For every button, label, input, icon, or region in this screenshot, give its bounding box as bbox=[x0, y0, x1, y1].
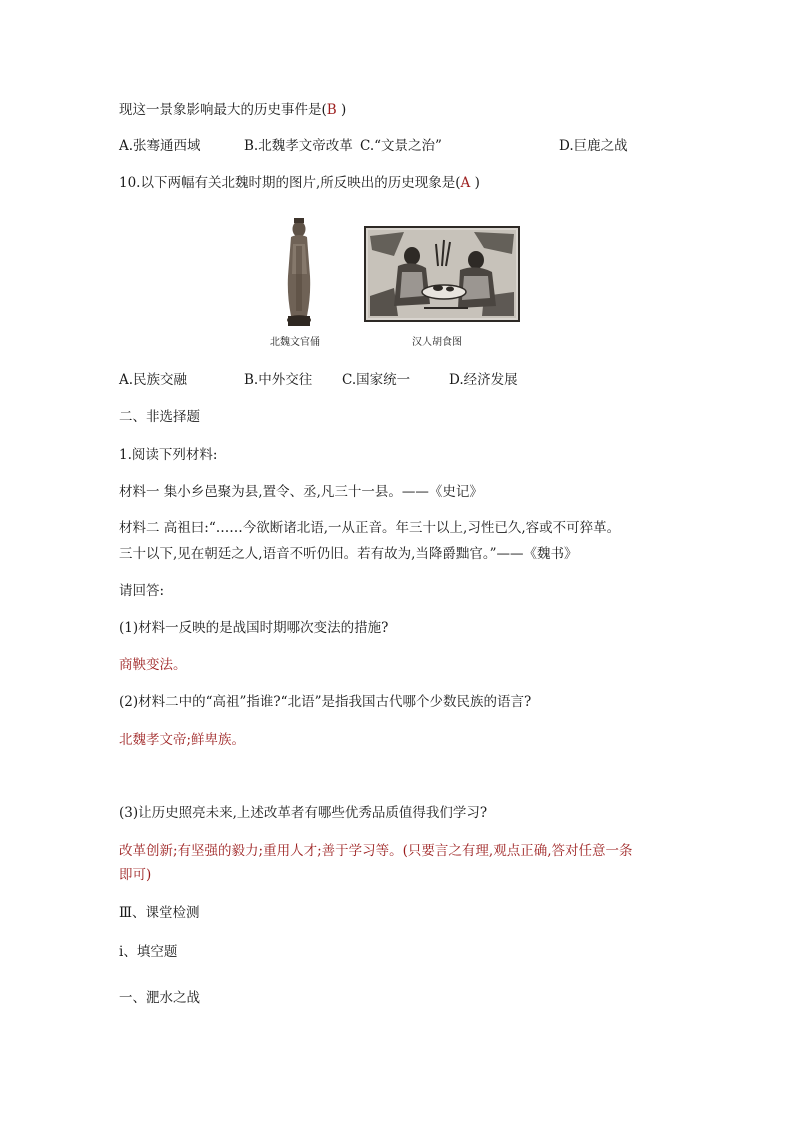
sub-question-3: (3)让历史照亮未来,上述改革者有哪些优秀品质值得我们学习? bbox=[119, 805, 488, 821]
sub-answer-3-line1: 改革创新;有坚强的毅力;重用人才;善于学习等。(只要言之有理,观点正确,答对任意一条 bbox=[119, 843, 633, 859]
sub-answer-1: 商鞅变法。 bbox=[119, 657, 187, 673]
material-two-line1: 材料二 高祖曰:“……今欲断诸北语,一从正音。年三十以上,习性已久,容或不可猝革。 bbox=[119, 520, 621, 536]
q9-option-d: D.巨鹿之战 bbox=[559, 138, 628, 154]
q9-options bbox=[119, 137, 679, 155]
q9-answer: B bbox=[326, 102, 337, 118]
q10-option-b: B.中外交往 bbox=[244, 372, 313, 388]
sub-question-1: (1)材料一反映的是战国时期哪次变法的措施? bbox=[119, 620, 389, 636]
material-one: 材料一 集小乡邑聚为县,置令、丞,凡三十一县。——《史记》 bbox=[119, 484, 483, 500]
q10-stem-line bbox=[119, 174, 480, 192]
mural-caption: 汉人胡食图 bbox=[412, 337, 462, 348]
q10-option-d: D.经济发展 bbox=[449, 372, 518, 388]
sub-answer-2: 北魏孝文帝;鲜卑族。 bbox=[119, 732, 246, 748]
q10-answer: A bbox=[460, 175, 471, 191]
q10-options bbox=[119, 371, 539, 389]
q9-stem: 现这一景象影响最大的历史事件是( bbox=[119, 102, 327, 118]
official-figurine-image bbox=[281, 216, 317, 328]
material-two-line2: 三十以下,见在朝廷之人,语音不听仍旧。若有故为,当降爵黜官。”——《魏书》 bbox=[119, 546, 578, 562]
reading-prompt: 1.阅读下列材料: bbox=[119, 447, 218, 463]
feishui-battle-item: 一、淝水之战 bbox=[119, 990, 200, 1006]
q9-option-b: B.北魏孝文帝改革 bbox=[244, 138, 353, 154]
fill-in-blank-title: ⅰ、填空题 bbox=[119, 944, 178, 960]
section-non-choice-title: 二、非选择题 bbox=[119, 409, 200, 425]
q9-option-a: A.张骞通西域 bbox=[119, 138, 201, 154]
han-hu-food-mural-image bbox=[364, 226, 520, 322]
q10-close: ) bbox=[470, 175, 480, 191]
answer-prompt: 请回答: bbox=[119, 583, 165, 599]
sub-answer-3-line2: 即可) bbox=[119, 867, 152, 883]
classroom-test-title: Ⅲ、课堂检测 bbox=[119, 905, 200, 921]
q9-stem-line bbox=[119, 101, 346, 119]
q10-option-c: C.国家统一 bbox=[342, 372, 411, 388]
figurine-caption: 北魏文官俑 bbox=[270, 337, 320, 348]
q10-stem: 10.以下两幅有关北魏时期的图片,所反映出的历史现象是( bbox=[119, 175, 461, 191]
sub-question-2: (2)材料二中的“高祖”指谁?“北语”是指我国古代哪个少数民族的语言? bbox=[119, 694, 532, 710]
q9-option-c: C.“文景之治” bbox=[360, 138, 442, 154]
q9-close: ) bbox=[336, 102, 347, 118]
q10-option-a: A.民族交融 bbox=[119, 372, 188, 388]
